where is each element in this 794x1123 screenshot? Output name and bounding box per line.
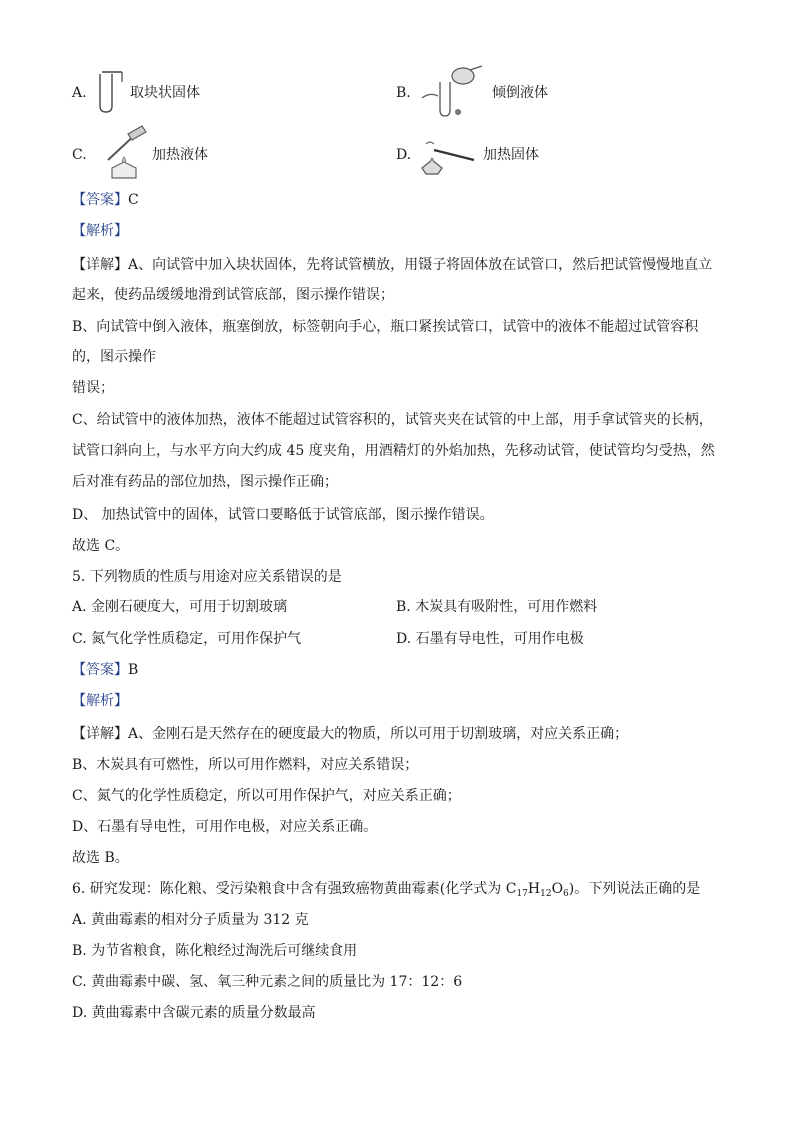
conclusion-line: 故选 B。 <box>72 850 129 866</box>
detail-line: C、给试管中的液体加热，液体不能超过试管容积的，试管夹夹在试管的中上部，用手拿试管夹的长柄， <box>72 412 713 428</box>
detail-line <box>72 255 712 275</box>
subscript: 6 <box>563 889 569 899</box>
subscript: 12 <box>540 889 552 899</box>
option-text: 加热固体 <box>483 147 539 163</box>
detail-text: A、金刚石是天然存在的硬度最大的物质，所以可用于切割玻璃，对应关系正确； <box>128 726 629 742</box>
detail-line: B、木炭具有可燃性，所以可用作燃料，对应关系错误； <box>72 757 419 773</box>
detail-text: A、向试管中加入块状固体，先将试管横放，用镊子将固体放在试管口，然后把试管慢慢地直立 <box>128 257 713 273</box>
answer-value: C <box>128 192 139 208</box>
detail-line: 试管口斜向上，与水平方向大约成 45 度夹角，用酒精灯的外焰加热，先移动试管，使试管均匀受热，然 <box>72 443 715 459</box>
conclusion-line: 故选 C。 <box>72 538 130 554</box>
answer-line <box>72 190 139 210</box>
option-text: 倾倒液体 <box>492 85 548 101</box>
option-text: 加热液体 <box>152 147 208 163</box>
option-letter: C. <box>72 147 87 163</box>
detail-line: 错误； <box>72 380 114 396</box>
option-letter: D. <box>396 147 412 163</box>
analysis-label: 【解析】 <box>72 693 128 709</box>
question-stem: 5. 下列物质的性质与用途对应关系错误的是 <box>72 569 342 585</box>
option-b: B. 木炭具有吸附性，可用作燃料 <box>396 599 598 615</box>
option-d: D. 石墨有导电性，可用作电极 <box>396 631 584 647</box>
detail-line: 起来，使药品缓缓地滑到试管底部，图示操作错误； <box>72 287 394 303</box>
stem-text: )。下列说法正确的是 <box>568 881 701 897</box>
detail-tag: 【详解】 <box>72 257 128 273</box>
stem-text: 6. 研究发现：陈化粮、受污染粮食中含有强致癌物黄曲霉素(化学式为 C <box>72 881 517 897</box>
element-symbol: H <box>527 881 541 897</box>
answer-value: B <box>128 662 139 678</box>
answer-tag: 【答案】 <box>72 192 128 208</box>
option-letter: A. <box>72 85 87 101</box>
option-c: C. 黄曲霉素中碳、氢、氧三种元素之间的质量比为 17：12：6 <box>72 974 463 990</box>
pouring-liquid-figure <box>418 62 486 118</box>
detail-line: B、向试管中倒入液体，瓶塞倒放，标签朝向手心，瓶口紧挨试管口，试管中的液体不能超过试管容积 <box>72 319 699 335</box>
heating-liquid-figure <box>94 122 150 182</box>
option-b: B. 为节省粮食，陈化粮经过淘洗后可继续食用 <box>72 943 358 959</box>
analysis-label: 【解析】 <box>72 223 128 239</box>
option-c: C. 氮气化学性质稳定，可用作保护气 <box>72 631 302 647</box>
detail-line <box>72 724 628 744</box>
option-a: A. 金刚石硬度大，可用于切割玻璃 <box>72 599 288 615</box>
option-text: 取块状固体 <box>130 85 200 101</box>
detail-line: 后对准有药品的部位加热，图示操作正确； <box>72 474 338 490</box>
option-d: D. 黄曲霉素中含碳元素的质量分数最高 <box>72 1005 316 1021</box>
detail-line: D、 加热试管中的固体，试管口要略低于试管底部，图示操作错误。 <box>72 507 494 523</box>
detail-line: 的，图示操作 <box>72 349 156 365</box>
option-letter: B. <box>396 85 411 101</box>
heating-solid-figure <box>416 132 480 178</box>
detail-line: D、石墨有导电性，可用作电极，对应关系正确。 <box>72 819 378 835</box>
detail-line: C、氮气的化学性质稳定，所以可用作保护气，对应关系正确； <box>72 788 461 804</box>
option-a: A. 黄曲霉素的相对分子质量为 312 克 <box>72 912 309 928</box>
element-symbol: O <box>551 881 564 897</box>
question-stem <box>72 879 700 904</box>
detail-tag: 【详解】 <box>72 726 128 742</box>
answer-tag: 【答案】 <box>72 662 128 678</box>
test-tube-solid-figure <box>92 68 128 114</box>
answer-line <box>72 660 138 680</box>
subscript: 17 <box>516 889 528 899</box>
